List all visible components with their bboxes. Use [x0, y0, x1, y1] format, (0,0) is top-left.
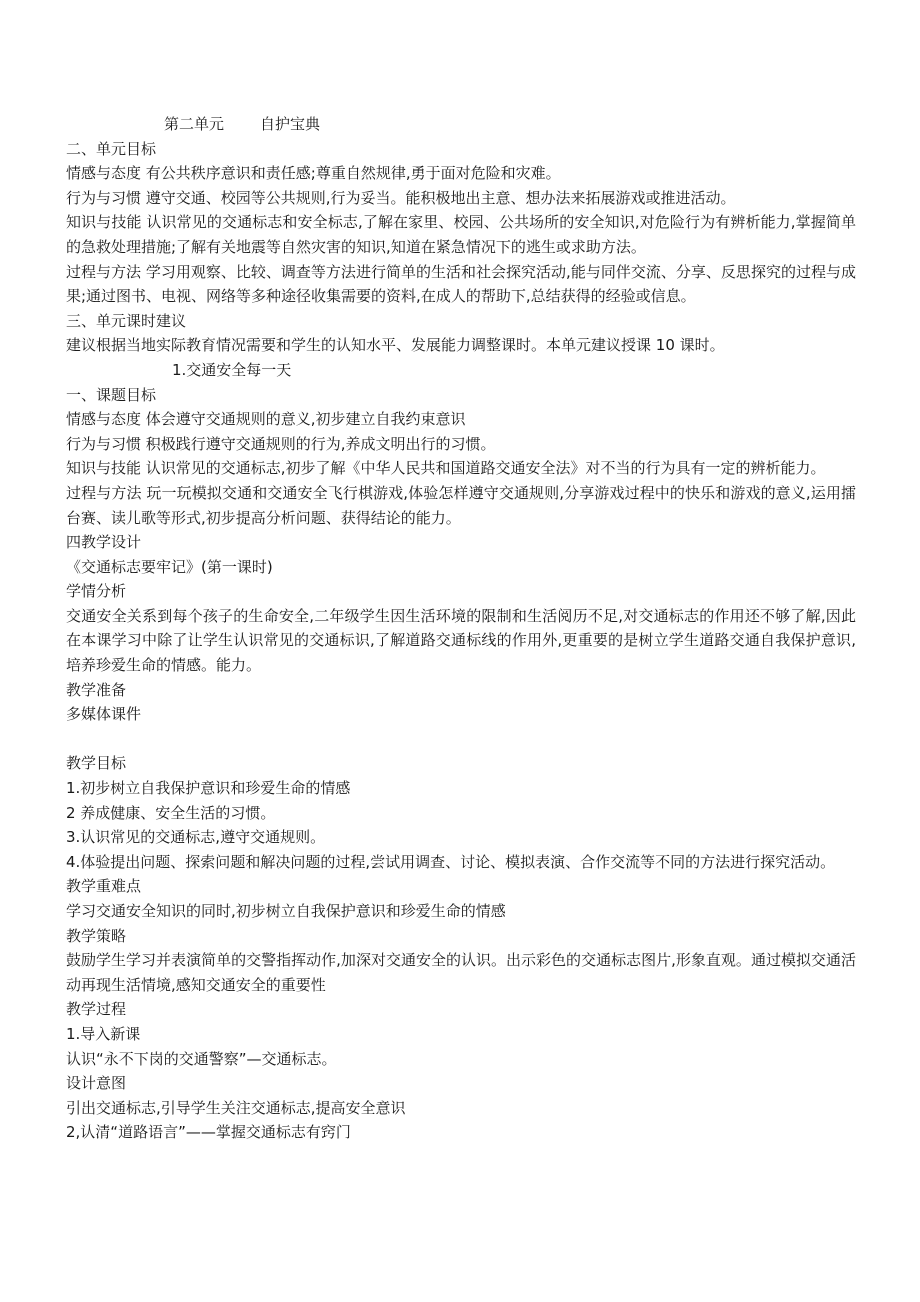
objective-item: 3.认识常见的交通标志,遵守交通规则。: [66, 828, 326, 847]
topic-goal-knowledge: 知识与技能 认识常见的交通标志,初步了解《中华人民共和国道路交通安全法》对不当的行为具有一定的辨析能力。: [66, 459, 826, 478]
unit-goal-process: 过程与方法 学习用观察、比较、调查等方法进行简单的生活和社会探究活动,能与同伴交流、分享、反思探究的过程与成果;通过图书、电视、网络等多种途径收集需要的资料,在成人的帮助下,总结获得的经验或信息。: [66, 262, 856, 306]
objective-item: 1.初步树立自我保护意识和珍爱生命的情感: [66, 779, 351, 798]
step1-title: 1.导入新课: [66, 1024, 141, 1043]
intent-text: 引出交通标志,引导学生关注交通标志,提高安全意识: [66, 1098, 406, 1117]
section-heading-design: 四教学设计: [66, 533, 142, 552]
document-page: [66, 112, 856, 1145]
topic-goal-process: 过程与方法 玩一玩模拟交通和交通安全飞行棋游戏,体验怎样遵守交通规则,分享游戏过程中的快乐和游戏的意义,运用擂台赛、读儿歌等形式,初步提高分析问题、获得结论的能力。: [66, 483, 856, 527]
blank-line: [66, 727, 856, 752]
lesson-title: 1.交通安全每一天: [172, 360, 292, 379]
topic-goal-emotion: 情感与态度 体会遵守交通规则的意义,初步建立自我约束意识: [66, 410, 466, 429]
objective-item: 2 养成健康、安全生活的习惯。: [66, 803, 276, 822]
course-title: 《交通标志要牢记》(第一课时): [66, 557, 273, 576]
process-heading: 教学过程: [66, 1000, 127, 1019]
unit-name: 自护宝典: [260, 115, 321, 133]
topic-goal-behavior: 行为与习惯 积极践行遵守交通规则的行为,养成文明出行的习惯。: [66, 434, 496, 453]
unit-number: 第二单元: [164, 115, 225, 133]
key-heading: 教学重难点: [66, 877, 142, 896]
strategy-heading: 教学策略: [66, 926, 127, 945]
section-heading-unit-goals: 二、单元目标: [66, 139, 157, 158]
section-heading-lesson-hours: 三、单元课时建议: [66, 311, 187, 330]
step1-text: 认识“永不下岗的交通警察”—交通标志。: [66, 1049, 337, 1068]
unit-goal-emotion: 情感与态度 有公共秩序意识和责任感;尊重自然规律,勇于面对危险和灾难。: [66, 164, 561, 183]
step2-title: 2,认清“道路语言”——掌握交通标志有窍门: [66, 1123, 351, 1142]
analysis-heading: 学情分析: [66, 582, 127, 601]
lesson-hours-text: 建议根据当地实际教育情况需要和学生的认知水平、发展能力调整课时。本单元建议授课 10 课时。: [66, 336, 725, 355]
unit-title: [66, 112, 856, 137]
prep-heading: 教学准备: [66, 680, 127, 699]
section-heading-topic-goals: 一、课题目标: [66, 385, 157, 404]
unit-goal-behavior: 行为与习惯 遵守交通、校园等公共规则,行为妥当。能积极地出主意、想办法来拓展游戏或推进活动。: [66, 188, 736, 207]
analysis-text: 交通安全关系到每个孩子的生命安全,二年级学生因生活环境的限制和生活阅历不足,对交通标志的作用还不够了解,因此在本课学习中除了让学生认识常见的交通标识,了解道路交通标线的作用外,更重要的是树立学生道路交通自我保护意识,培养珍爱生命的情感。能力。: [66, 606, 856, 675]
intent-heading: 设计意图: [66, 1074, 127, 1093]
strategy-text: 鼓励学生学习并表演简单的交警指挥动作,加深对交通安全的认识。出示彩色的交通标志图片,形象直观。通过模拟交通活动再现生活情境,感知交通安全的重要性: [66, 951, 856, 994]
objectives-heading: 教学目标: [66, 754, 127, 773]
objective-item: 4.体验提出问题、探索问题和解决问题的过程,尝试用调查、讨论、模拟表演、合作交流等不同的方法进行探究活动。: [66, 852, 836, 871]
prep-text: 多媒体课件: [66, 705, 142, 724]
unit-goal-knowledge: 知识与技能 认识常见的交通标志和安全标志,了解在家里、校园、公共场所的安全知识,对危险行为有辨析能力,掌握简单的急救处理措施;了解有关地震等自然灾害的知识,知道在紧急情况下的逃生或求助方法。: [66, 213, 856, 256]
key-text: 学习交通安全知识的同时,初步树立自我保护意识和珍爱生命的情感: [66, 902, 506, 920]
